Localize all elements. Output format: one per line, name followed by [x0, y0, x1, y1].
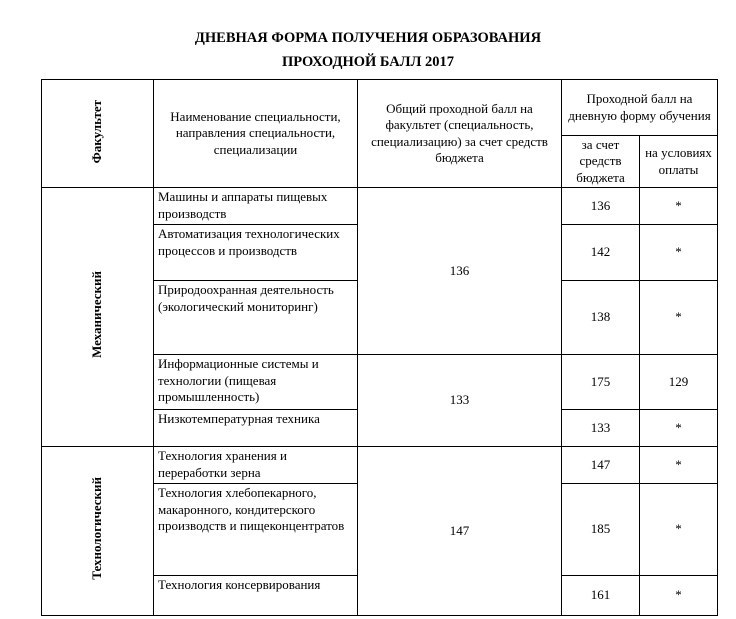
total-score-cell: 147: [358, 447, 562, 616]
specialty-cell: Технология хранения и переработки зерна: [154, 447, 358, 484]
document-subtitle: ПРОХОДНОЙ БАЛЛ 2017: [281, 54, 455, 70]
header-budget: за счет средств бюджета: [562, 136, 640, 188]
specialty-cell: Машины и аппараты пищевых производств: [154, 188, 358, 225]
header-total-score: Общий проходной балл на факультет (специальность, специализацию) за счет средств бюджета: [358, 80, 562, 188]
paid-score-cell: *: [640, 410, 718, 447]
faculty-name: Механический: [89, 271, 105, 359]
budget-score-cell: 175: [562, 355, 640, 410]
specialty-cell: Автоматизация технологических процессов и производств: [154, 225, 358, 281]
specialty-cell: Информационные системы и технологии (пищевая промышленность): [154, 355, 358, 410]
table-row: [42, 447, 718, 484]
header-faculty-cell: [42, 80, 154, 188]
paid-score-cell: *: [640, 484, 718, 576]
paid-score-cell: *: [640, 188, 718, 225]
budget-score-cell: 161: [562, 576, 640, 616]
faculty-name: Технологический: [89, 477, 105, 581]
header-paid: на условиях оплаты: [640, 136, 718, 188]
budget-score-cell: 185: [562, 484, 640, 576]
budget-score-cell: 142: [562, 225, 640, 281]
budget-score-cell: 138: [562, 281, 640, 355]
document-title: ДНЕВНАЯ ФОРМА ПОЛУЧЕНИЯ ОБРАЗОВАНИЯ: [194, 30, 542, 46]
total-score-cell: 136: [358, 188, 562, 355]
specialty-cell: Технология хлебопекарного, макаронного, кондитерского производств и пищеконцентратов: [154, 484, 358, 576]
paid-score-cell: *: [640, 447, 718, 484]
specialty-cell: Технология консервирования: [154, 576, 358, 616]
budget-score-cell: 147: [562, 447, 640, 484]
faculty-cell: [42, 447, 154, 616]
budget-score-cell: 136: [562, 188, 640, 225]
total-score-cell: 133: [358, 355, 562, 447]
header-faculty: Факультет: [89, 99, 105, 163]
paid-score-cell: *: [640, 225, 718, 281]
header-day-score: Проходной балл на дневную форму обучения: [562, 80, 718, 136]
paid-score-cell: *: [640, 576, 718, 616]
faculty-cell: [42, 188, 154, 447]
header-row: [42, 80, 718, 136]
table-row: [42, 188, 718, 225]
specialty-cell: Природоохранная деятельность (экологический мониторинг): [154, 281, 358, 355]
specialty-cell: Низкотемпературная техника: [154, 410, 358, 447]
paid-score-cell: 129: [640, 355, 718, 410]
paid-score-cell: *: [640, 281, 718, 355]
header-specialty: Наименование специальности, направления специальности, специализации: [154, 80, 358, 188]
budget-score-cell: 133: [562, 410, 640, 447]
passing-score-table: [41, 79, 718, 616]
